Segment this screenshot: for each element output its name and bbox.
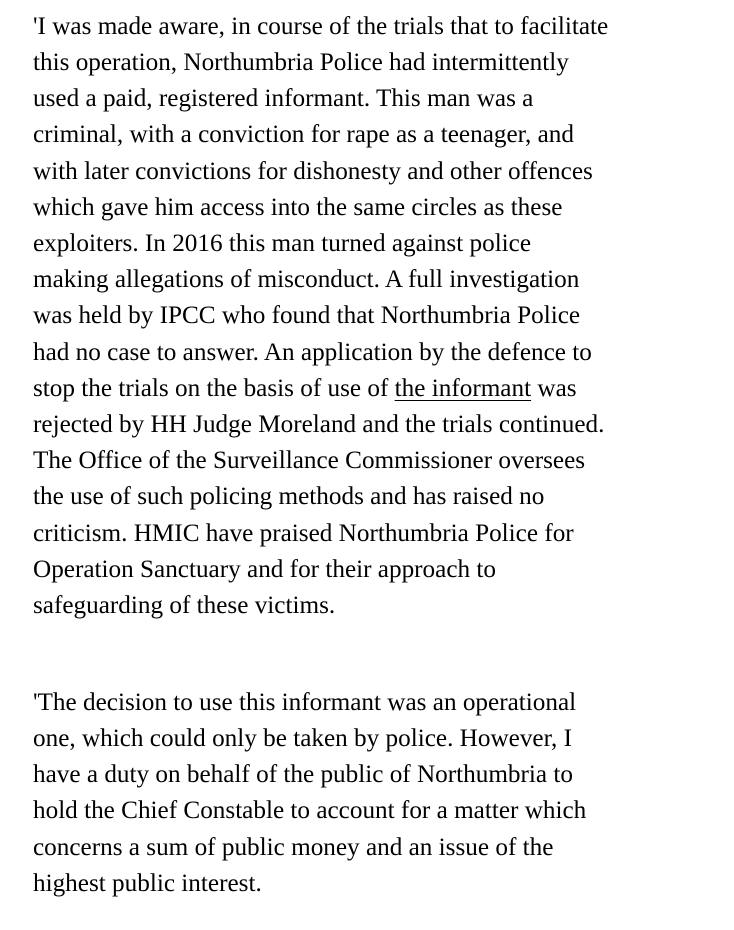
text-line: was held by IPCC who found that Northumbria Police — [33, 302, 581, 329]
text-line: Operation Sanctuary and for their approach to — [33, 556, 496, 583]
text-line: rejected by HH Judge Moreland and the trials continued. — [33, 411, 605, 438]
text-line: used a paid, registered informant. This man was a — [33, 85, 534, 112]
text-line: have a duty on behalf of the public of Northumbria to — [33, 761, 573, 788]
text-segment: stop the trials on the basis of use of — [33, 375, 395, 402]
text-line: exploiters. In 2016 this man turned against police — [33, 230, 532, 257]
paragraph-1 — [33, 9, 733, 629]
text-line-with-link — [33, 371, 577, 407]
text-line: which gave him access into the same circles as these — [33, 194, 563, 221]
text-line: The Office of the Surveillance Commissioner oversees — [33, 447, 586, 474]
text-line: 'The decision to use this informant was an operational — [33, 689, 577, 716]
text-line: criminal, with a conviction for rape as a teenager, and — [33, 121, 574, 148]
text-line: had no case to answer. An application by the defence to — [33, 339, 592, 366]
text-segment: was — [531, 375, 577, 402]
text-line: concerns a sum of public money and an issue of the — [33, 834, 554, 861]
text-line: the use of such policing methods and has raised no — [33, 483, 545, 510]
paragraph-2 — [33, 685, 733, 915]
text-line: with later convictions for dishonesty and other offences — [33, 158, 593, 185]
text-line: this operation, Northumbria Police had intermittently — [33, 49, 569, 76]
text-line: hold the Chief Constable to account for a matter which — [33, 797, 587, 824]
text-line: safeguarding of these victims. — [33, 592, 336, 619]
text-line: highest public interest. — [33, 870, 262, 897]
informant-link[interactable]: the informant — [394, 375, 532, 402]
text-line: criticism. HMIC have praised Northumbria Police for — [33, 520, 574, 547]
text-line: 'I was made aware, in course of the trials that to facilitate — [33, 13, 609, 40]
text-line: one, which could only be taken by police. However, I — [33, 725, 572, 752]
text-line: making allegations of misconduct. A full investigation — [33, 266, 580, 293]
